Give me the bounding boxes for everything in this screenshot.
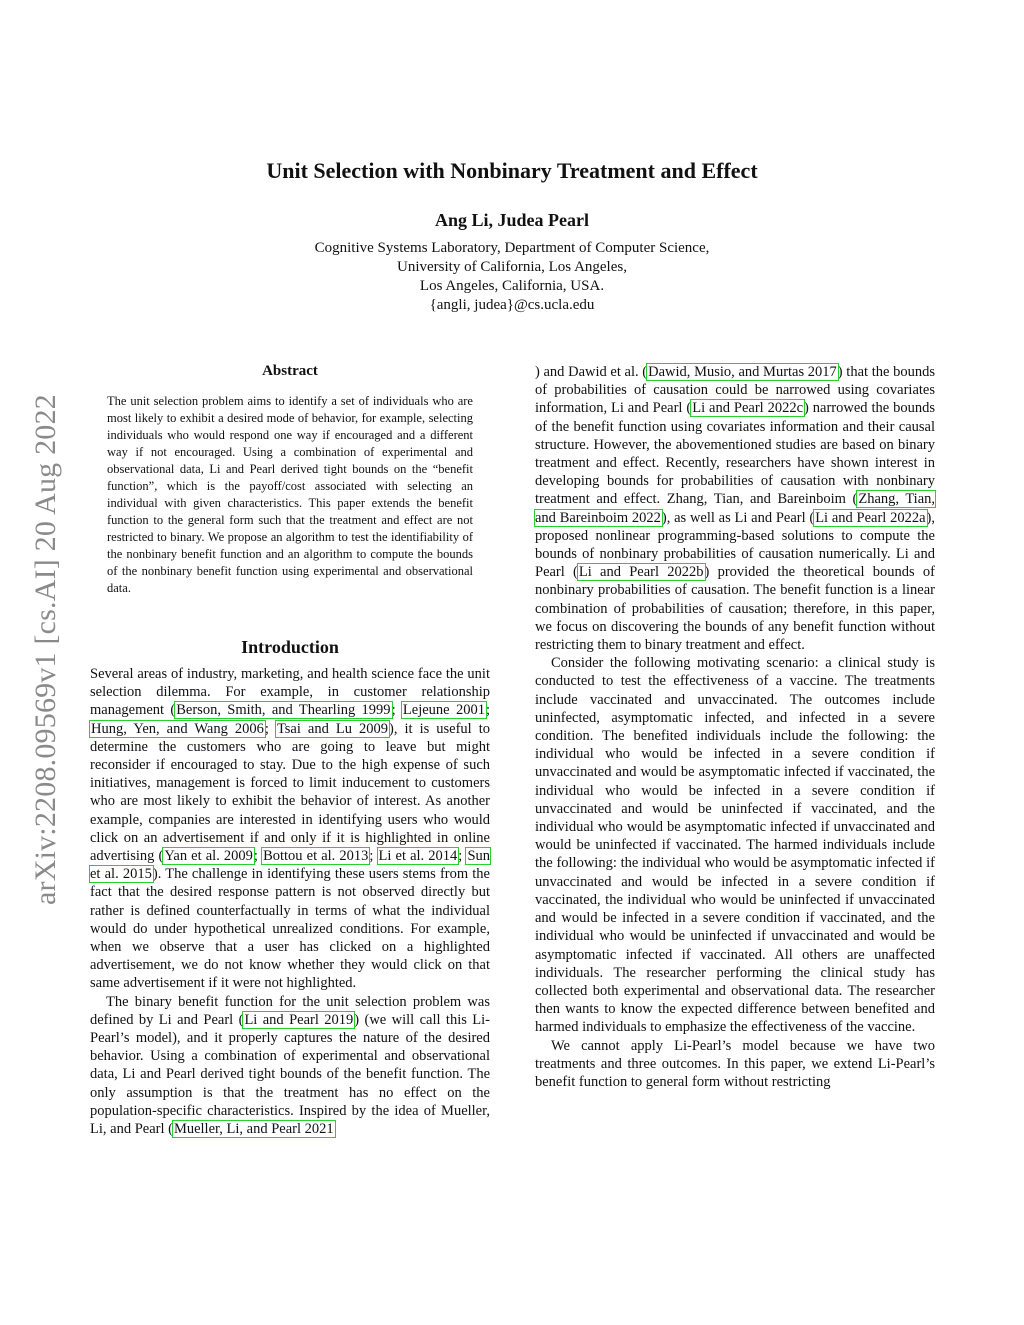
citation-link[interactable]: Lejeune 2001: [402, 702, 485, 719]
citation-link[interactable]: Li et al. 2014: [378, 848, 458, 865]
intro-paragraph-2-continued: ) and Dawid et al. (Dawid, Musio, and Murtas 2017) that the bounds of probabilities of causation could be narrowed using covariates information, Li and Pearl (Li and Pearl 2022c) narrowed the bounds of the benefit function using covariates information and their causal structure. However, the abovementioned studies are based on binary treatment and effect. Recently, researchers have shown interest in developing bounds for probabilities of causation with nonbinary treatment and effect. Zhang, Tian, and Bareinboim (Zhang, Tian, and Bareinboim 2022), as well as Li and Pearl (Li and Pearl 2022a), proposed nonlinear programming-based solutions to compute the bounds of nonbinary probabilities of causation numerically. Li and Pearl (Li and Pearl 2022b) provided the theoretical bounds of nonbinary probabilities of causation. The benefit function is a linear combination of probabilities of causation; therefore, in this paper, we focus on discovering the bounds of any benefit function without restricting them to binary treatment and effect.: [535, 364, 936, 654]
paper-authors: Ang Li, Judea Pearl: [434, 210, 589, 230]
citation-link[interactable]: Li and Pearl 2022c: [692, 400, 804, 417]
citation-link[interactable]: Li and Pearl 2022b: [578, 564, 704, 581]
citation-link[interactable]: Dawid, Musio, and Murtas 2017: [648, 364, 837, 380]
citation-link[interactable]: Zhang, Tian, and Bareinboim 2022: [535, 491, 936, 526]
column-left: [90, 665, 490, 1138]
citation-link[interactable]: Hung, Yen, and Wang 2006: [91, 720, 264, 737]
author-affiliation: [0, 239, 1024, 315]
abstract-heading: Abstract: [262, 363, 318, 379]
citation-link[interactable]: Li and Pearl 2019: [244, 1011, 354, 1028]
introduction-heading: Introduction: [241, 637, 339, 657]
paper-title: Unit Selection with Nonbinary Treatment and Effect: [266, 158, 758, 183]
arxiv-identifier: arXiv:2208.09569v1 [cs.AI] 20 Aug 2022: [29, 394, 62, 906]
intro-paragraph-1: Several areas of industry, marketing, and health science face the unit selection dilemma. For example, in customer relationship management (Berson, Smith, and Thearling 1999; Lejeune 2001; Hung, Yen, and Wang 2006; Tsai and Lu 2009), it is useful to determine the customers who are going to leave but might reconsider if encouraged to stay. Due to the high expense of such initiatives, management is forced to limit inducement to customers who are most likely to exhibit the behavior of interest. As another example, companies are interested in identifying users who would click on an advertisement if and only if it is highlighted in online advertising (Yan et al. 2009; Bottou et al. 2013; Li et al. 2014; Sun et al. 2015). The challenge in identifying these users stems from the fact that the desired response pattern is not observed directly but rather is defined counterfactually in terms of what the individual would do under hypothetical unrealized conditions. For example, when we observe that a user has clicked on a highlighted advertisement, we do not know whether they would click on that same advertisement if it were not highlighted.: [90, 666, 491, 992]
intro-paragraph-4: We cannot apply Li-Pearl’s model because we have two treatments and three outcomes. In this paper, we extend Li-Pearl’s benefit function to general form without restricting: [535, 1037, 935, 1090]
citation-link[interactable]: Mueller, Li, and Pearl 2021: [173, 1121, 334, 1138]
affiliation-line: Cognitive Systems Laboratory, Department of Computer Science,: [314, 240, 710, 256]
affiliation-line: University of California, Los Angeles,: [397, 259, 627, 275]
affiliation-line: Los Angeles, California, USA.: [419, 278, 605, 294]
citation-link[interactable]: Yan et al. 2009: [164, 848, 253, 865]
citation-link[interactable]: Li and Pearl 2022a: [815, 509, 926, 526]
intro-paragraph-3: Consider the following motivating scenario: a clinical study is conducted to test the effectiveness of a vaccine. The treatments include vaccinated and unvaccinated. The outcomes include uninfected, asymptomatic infected, and infected in a severe condition. The benefited individuals include the following: the individual who would be infected in a severe condition if unvaccinated and would be asymptomatic infected if vaccinated, the individual who would be infected in a severe condition if unvaccinated and would be uninfected if vaccinated, and the individual who would be asymptomatic infected if unvaccinated and would be uninfected if vaccinated. The harmed individuals include the following: the individual who would be asymptomatic infected if unvaccinated and would be infected in a severe condition if vaccinated, the individual who would be uninfected if unvaccinated and would be infected in a severe condition if vaccinated, and the individual who would be uninfected if unvaccinated and would be asymptomatic infected if vaccinated. All others are unaffected individuals. The researcher performing the clinical study has collected both experimental and observational data. The researcher then wants to know the expected difference between benefited and harmed individuals to emphasize the effectiveness of the vaccine.: [535, 655, 935, 1036]
author-email: {angli, judea}@cs.ucla.edu: [429, 297, 595, 313]
intro-paragraph-2: The binary benefit function for the unit selection problem was defined by Li and Pearl (Li and Pearl 2019) (we will call this Li-Pearl’s model), and it properly captures the nature of the desired behavior. Using a combination of experimental and observational data, Li and Pearl derived tight bounds of the benefit function. The only assumption is that the treatment has no effect on the population-specific characteristics. Inspired by the idea of Mueller, Li, and Pearl (Mueller, Li, and Pearl 2021: [90, 993, 490, 1138]
citation-link[interactable]: Tsai and Lu 2009: [276, 720, 389, 737]
citation-link[interactable]: Berson, Smith, and Thearling 1999: [176, 702, 391, 719]
column-right: [535, 363, 935, 1091]
abstract-text: The unit selection problem aims to identify a set of individuals who are most likely to exhibit a desired mode of behavior, for example, selecting individuals who would respond one way if encouraged and a different way if not encouraged. Using a combination of experimental and observational data, Li and Pearl derived tight bounds on the “benefit function”, which is the payoff/cost associated with selecting an individual with given characteristics. This paper extends the benefit function to the general form such that the treatment and effect are not restricted to binary. We propose an algorithm to test the identifiability of the nonbinary benefit function and an algorithm to compute the bounds of the nonbinary benefit function using experimental and observational data.: [107, 394, 473, 595]
citation-link[interactable]: Bottou et al. 2013: [263, 848, 369, 865]
citation-link[interactable]: Sun et al. 2015: [90, 848, 491, 883]
